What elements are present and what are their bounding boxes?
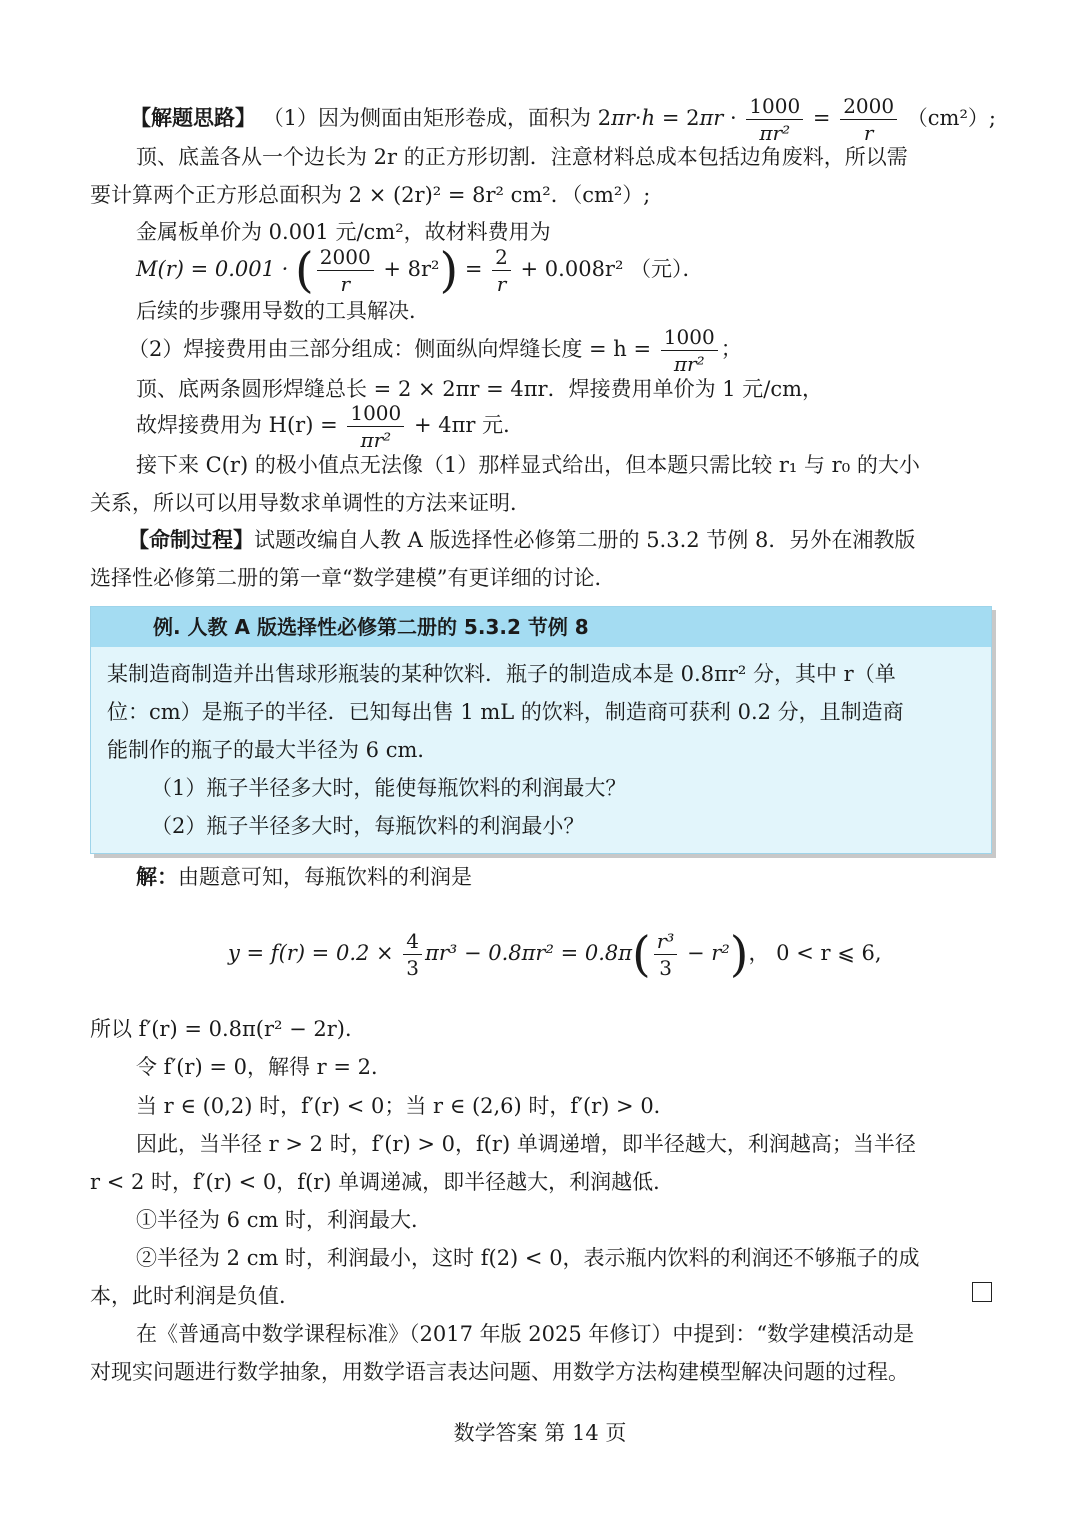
closing-line-1: 在《普通高中数学课程标准》（2017 年版 2025 年修订）中提到：“数学建模活动是 — [136, 1322, 915, 1346]
solution-label: 解： — [136, 864, 178, 889]
solution-line-5: r < 2 时，f′(r) < 0，f(r) 单调递减，即半径越大，利润越低． — [90, 1170, 675, 1194]
mingzhi-heading: 【命制过程】 — [128, 527, 254, 552]
example-line-1: 某制造商制造并出售球形瓶装的某种饮料．瓶子的制造成本是 0.8πr² 分，其中 r（单 — [107, 662, 896, 686]
mingzhi-line-2: 选择性必修第二册的第一章“数学建模”有更详细的讨论． — [90, 566, 616, 590]
fraction: $\frac{2000}{r}$ — [317, 247, 374, 294]
profit-equation: y = f(r) = 0.2 × $\frac{4}{3}$ πr³ − 0.8πr² = 0.8π( $\frac{\text{r³}}{3}$ − r²)， 0 < r ⩽ 6, — [228, 926, 882, 983]
fraction: $\frac{2000}{r}$ — [840, 96, 897, 143]
mingzhi-line-1: 【命制过程】试题改编自人教 A 版选择性必修第二册的 5.3.2 节例 8．另外在湘教版 — [128, 527, 916, 552]
jieti-line-8: 顶、底两条圆形焊缝总长 = 2 × 2πr = 4πr．焊接费用单价为 1 元/cm， — [136, 377, 824, 401]
example-question-2: （2）瓶子半径多大时，每瓶饮料的利润最小？ — [151, 814, 585, 838]
jieti-heading: 【解题思路】 — [130, 105, 256, 130]
fraction: $\frac{\text{r³}}{3}$ — [654, 931, 678, 978]
example-box-title: 例. 人教 A 版选择性必修第二册的 5.3.2 节例 8 — [91, 607, 991, 647]
example-box — [90, 606, 992, 854]
solution-line-8: 本，此时利润是负值． — [90, 1284, 300, 1308]
jieti-line-9: 故焊接费用为 H(r) = $\frac{1000}{\text{πr²}}$ + 4πr 元． — [136, 401, 525, 452]
solution-line-6: ①半径为 6 cm 时，利润最大． — [136, 1208, 433, 1232]
example-line-2: 位：cm）是瓶子的半径．已知每出售 1 mL 的饮料，制造商可获利 0.2 分，且制造商 — [107, 700, 904, 724]
example-question-1: （1）瓶子半径多大时，能使每瓶饮料的利润最大？ — [151, 776, 627, 800]
jieti-line-4: 金属板单价为 0.001 元/cm²，故材料费用为 — [136, 220, 551, 244]
jieti-line-5: M(r) = 0.001 · ( $\frac{2000}{r}$ + 8r²) = $\frac{2}{r}$ + 0.008r² （元）． — [136, 242, 704, 299]
solution-line-1: 所以 f′(r) = 0.8π(r² − 2r)． — [90, 1017, 366, 1041]
solution-line-7: ②半径为 2 cm 时，利润最小，这时 f(2) < 0，表示瓶内饮料的利润还不够瓶子的成 — [136, 1246, 920, 1270]
jieti-line-10: 接下来 C(r) 的极小值点无法像（1）那样显式给出，但本题只需比较 r₁ 与 r₀ 的大小 — [136, 453, 920, 477]
qed-box-icon — [972, 1282, 992, 1302]
solution-line-4: 因此，当半径 r > 2 时，f′(r) > 0，f(r) 单调递增，即半径越大，利润越高；当半径 — [136, 1132, 916, 1156]
solution-line-2: 令 f′(r) = 0，解得 r = 2． — [136, 1055, 392, 1079]
jieti-line-1: 【解题思路】 （1）因为侧面由矩形卷成，面积为 2πr·h = 2πr · $\frac{1000}{\text{πr²}}$ = $\frac{2000}{r}$ （cm²）; — [130, 94, 996, 145]
fraction: $\frac{1000}{\text{πr²}}$ — [661, 327, 718, 374]
example-line-3: 能制作的瓶子的最大半径为 6 cm． — [107, 738, 439, 762]
fraction: $\frac{2}{r}$ — [492, 247, 511, 294]
solution-intro: 解：由题意可知，每瓶饮料的利润是 — [136, 864, 472, 889]
jieti-line-2: 顶、底盖各从一个边长为 2r 的正方形切割．注意材料总成本包括边角废料，所以需 — [136, 145, 908, 169]
page-footer: 数学答案 第 14 页 — [453, 1421, 627, 1445]
solution-line-3: 当 r ∈ (0,2) 时，f′(r) < 0；当 r ∈ (2,6) 时，f′(r) > 0． — [136, 1094, 675, 1118]
jieti-line-7: （2）焊接费用由三部分组成：侧面纵向焊缝长度 = h = $\frac{1000}{\text{πr²}}$ ； — [128, 325, 742, 376]
closing-line-2: 对现实问题进行数学抽象，用数学语言表达问题、用数学方法构建模型解决问题的过程。 — [90, 1360, 909, 1384]
fraction: $\frac{4}{3}$ — [403, 931, 422, 978]
fraction: $\frac{1000}{\text{πr²}}$ — [347, 403, 404, 450]
jieti-line-6: 后续的步骤用导数的工具解决． — [136, 299, 430, 323]
fraction: $\frac{1000}{\text{πr²}}$ — [746, 96, 803, 143]
jieti-line-3: 要计算两个正方形总面积为 2 × (2r)² = 8r² cm²．（cm²）; — [90, 183, 651, 207]
jieti-line-11: 关系，所以可以用导数求单调性的方法来证明． — [90, 491, 531, 515]
